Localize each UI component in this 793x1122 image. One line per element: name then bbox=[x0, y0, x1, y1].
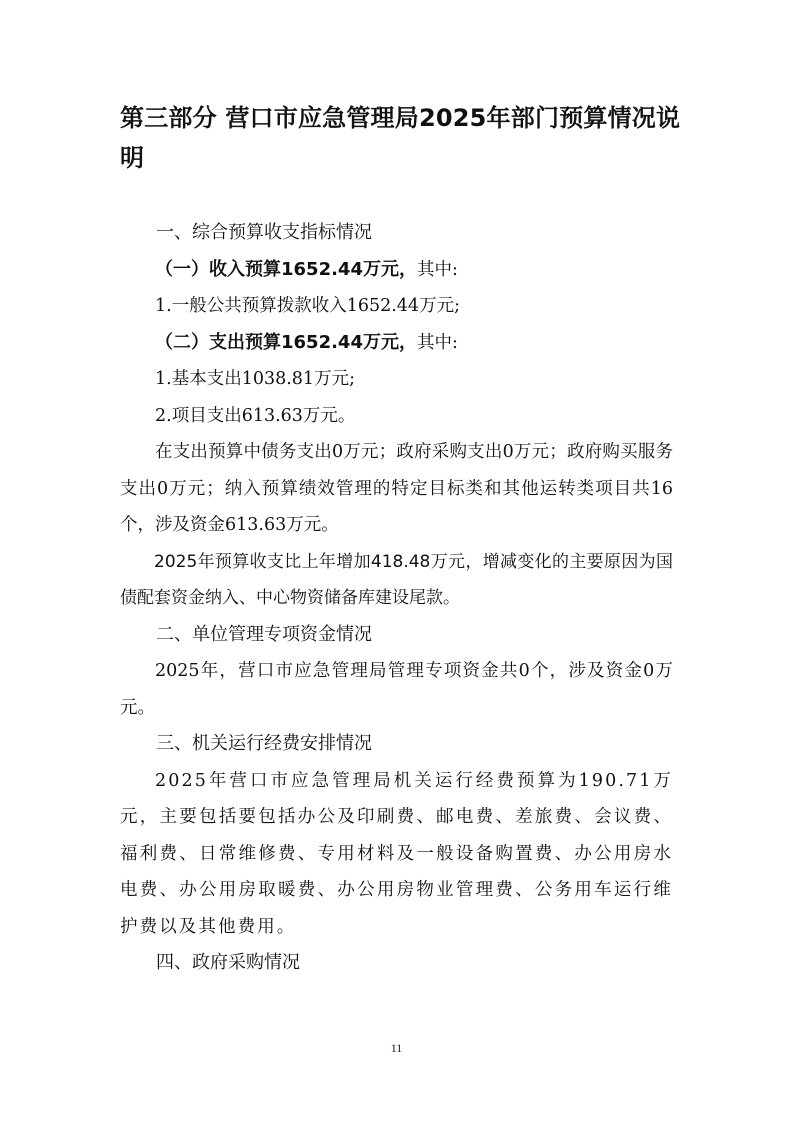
section-heading-4: 四、政府采购情况 bbox=[156, 952, 300, 973]
special-funds-paragraph: 2025年，营口市应急管理局管理专项资金共0个，涉及资金0万元。 bbox=[120, 661, 673, 718]
operating-expenses-paragraph: 2025年营口市应急管理局机关运行经费预算为190.71万元，主要包括要包括办公及印刷费、邮电费、差旅费、会议费、福利费、日常维修费、专用材料及一般设备购置费、办公用房水电费、办公用房取暖费、办公用房物业管理费、公务用车运行维护费以及其他费用。 bbox=[120, 770, 673, 937]
page-number: 11 bbox=[390, 1041, 403, 1055]
income-budget-label: （一）收入预算1652.44万元， bbox=[155, 258, 417, 280]
expense-item-1: 1.基本支出1038.81万元; bbox=[155, 369, 355, 389]
expense-budget-label: （二）支出预算1652.44万元， bbox=[155, 331, 417, 353]
expense-budget-line bbox=[120, 325, 673, 362]
section-heading-2: 二、单位管理专项资金情况 bbox=[156, 623, 372, 645]
income-budget-line bbox=[120, 252, 673, 289]
budget-change-paragraph: 2025年预算收支比上年增加418.48万元，增减变化的主要原因为国债配套资金纳入、中心物资储备库建设尾款。 bbox=[120, 551, 673, 608]
section-heading-3: 三、机关运行经费安排情况 bbox=[156, 733, 372, 754]
expense-budget-suffix: 其中: bbox=[416, 332, 458, 353]
expense-detail-paragraph: 在支出预算中债务支出0万元；政府采购支出0万元；政府购买服务支出0万元；纳入预算绩效管理的特定目标类和其他运转类项目共16个，涉及资金613.63万元。 bbox=[120, 442, 673, 535]
expense-item-2: 2.项目支出613.63万元。 bbox=[155, 405, 356, 426]
page-title: 第三部分 营口市应急管理局2025年部门预算情况说明 bbox=[120, 104, 681, 172]
income-budget-suffix: 其中: bbox=[416, 259, 458, 280]
section-heading-1: 一、综合预算收支指标情况 bbox=[156, 222, 372, 243]
income-item-1: 1.一般公共预算拨款收入1652.44万元; bbox=[155, 296, 460, 316]
document-body bbox=[120, 215, 673, 982]
